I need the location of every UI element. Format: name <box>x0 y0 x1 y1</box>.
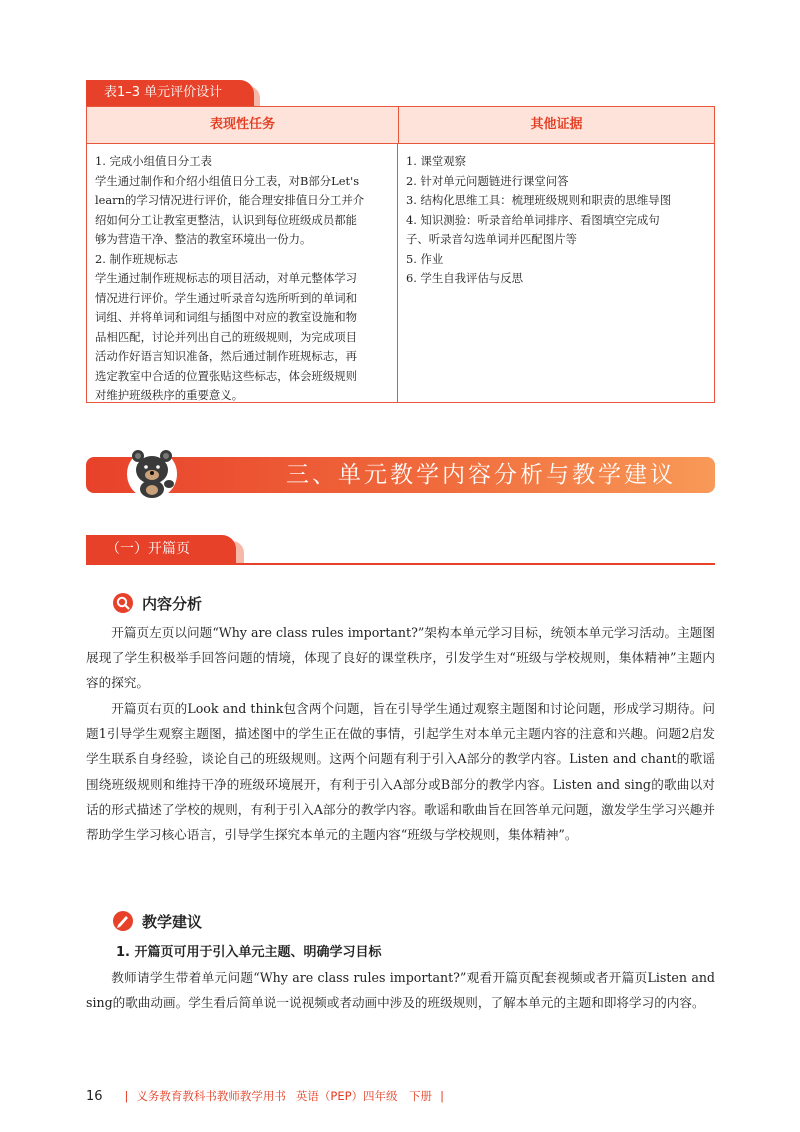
left-line: 2. 制作班规标志 <box>95 251 178 266</box>
book-title: 义务教育教科书教师教学用书 <box>136 1089 286 1103</box>
analysis-heading <box>112 592 202 614</box>
suggestion-heading <box>112 910 202 932</box>
left-line: 绍如何分工让教室更整洁，认识到每位班级成员都能 <box>95 212 357 227</box>
magnifier-icon <box>112 592 134 614</box>
left-line: 1. 完成小组值日分工表 <box>95 154 213 168</box>
table-header <box>87 107 714 144</box>
analysis-paragraph-1: 开篇页左页以问题“Why are class rules important?”架构本单元学习目标，统领本单元学习活动。主题图展现了学生积极举手回答问题的情境，体现了良好的课堂秩序，引发学生对“班级与学校规则，集体精神”主题内容的探究。 <box>86 625 715 691</box>
page-number: 16 <box>86 1088 103 1104</box>
left-line: 活动作好语言知识准备，然后通过制作班规标志，再 <box>95 349 357 363</box>
page-footer <box>86 1088 452 1104</box>
right-line: 5. 作业 <box>406 251 444 266</box>
left-line: 对维护班级秩序的重要意义。 <box>95 388 244 402</box>
header-other-evidence: 其他证据 <box>530 117 583 132</box>
footer-separator-end: | <box>440 1089 444 1103</box>
right-line: 6. 学生自我评估与反思 <box>406 271 524 285</box>
other-evidence-cell <box>398 144 714 402</box>
suggestion-heading-text: 教学建议 <box>142 912 203 931</box>
analysis-heading-text: 内容分析 <box>142 594 203 613</box>
right-line: 2. 针对单元问题链进行课堂问答 <box>406 173 569 188</box>
right-line: 1. 课堂观察 <box>406 154 467 168</box>
right-line: 子、听录音勾选单词并匹配图片等 <box>406 232 577 246</box>
left-line: 词组、并将单词和词组与插图中对应的教室设施和物 <box>95 310 357 324</box>
sub-section-rule <box>86 563 715 565</box>
left-line: 情况进行评价。学生通过听录音勾选所听到的单词和 <box>95 290 357 305</box>
left-line: 学生通过制作和介绍小组值日分工表，对B部分Let's <box>95 173 360 188</box>
right-line: 4. 知识测验：听录音给单词排序、看图填空完成句 <box>406 212 660 227</box>
left-line: learn的学习情况进行评价，能合理安排值日分工并介 <box>95 193 365 207</box>
performance-tasks-cell <box>87 144 398 402</box>
left-line: 选定教室中合适的位置张贴这些标志，体会班级规则 <box>95 368 357 383</box>
table-caption: 表1–3 单元评价设计 <box>86 80 254 106</box>
footer-separator: | <box>124 1089 129 1103</box>
suggestion-item-1-text: 教师请学生带着单元问题“Why are class rules important?”观看开篇页配套视频或者开篇页Listen and sing的歌曲动画。学生看后简单说一说视频或者动画中涉及的班级规则，了解本单元的主题和即将学习的内容。 <box>86 970 715 1011</box>
analysis-paragraph-2: 开篇页右页的Look and think包含两个问题，旨在引导学生通过观察主题图和讨论问题，形成学习期待。问题1引导学生观察主题图，描述图中的学生正在做的事情，引起学生对本单元主题内容的注意和兴趣。问题2启发学生联系自身经验，谈论自己的班级规则。这两个问题有利于引入A部分的教学内容。Listen and chant的歌谣围绕班级规则和维持干净的班级环境展开，有利于引入A部分或B部分的教学内容。Listen and sing的歌曲以对话的形式描述了学校的规则，有利于引入A部分的教学内容。歌谣和歌曲旨在回答单元问题，激发学生学习兴趣并帮助学生学习核心语言，引导学生探究本单元的主题内容“班级与学校规则，集体精神”。 <box>86 701 715 843</box>
book-subject: 英语（PEP）四年级 下册 <box>295 1089 433 1103</box>
bear-mascot-icon <box>122 444 182 500</box>
left-line: 学生通过制作班规标志的项目活动，对单元整体学习 <box>95 271 357 285</box>
section-title: 三、单元教学内容分析与教学建议 <box>286 462 676 488</box>
table-body <box>87 144 714 402</box>
right-line: 3. 结构化思维工具：梳理班级规则和职责的思维导图 <box>406 193 672 207</box>
header-performance-tasks: 表现性任务 <box>87 107 399 143</box>
evaluation-table <box>86 106 715 403</box>
pen-icon <box>112 910 134 932</box>
suggestion-item-1-title: 1. 开篇页可用于引入单元主题、明确学习目标 <box>116 945 382 960</box>
left-line: 够为营造干净、整洁的教室环境出一份力。 <box>95 232 312 246</box>
sub-section-title: （一）开篇页 <box>86 535 236 563</box>
left-line: 品相匹配，讨论并列出自己的班级规则，为完成项目 <box>95 329 357 344</box>
